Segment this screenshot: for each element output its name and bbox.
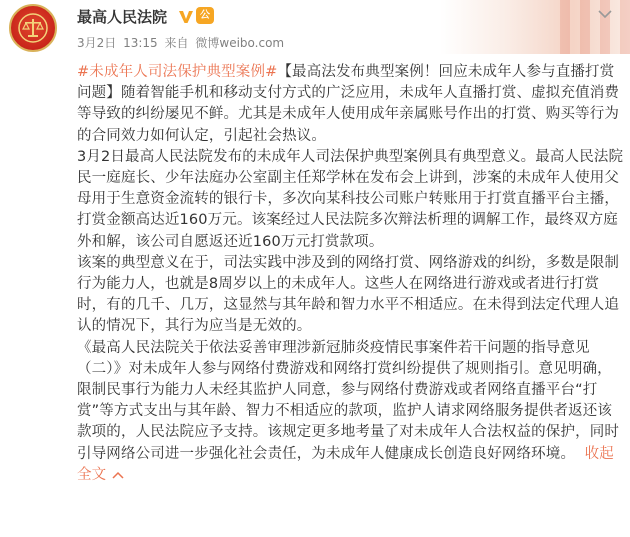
topic-link[interactable]: #未成年人司法保护典型案例# xyxy=(77,64,278,80)
post-content xyxy=(77,62,625,486)
avatar[interactable] xyxy=(9,4,57,52)
member-badge[interactable]: 公 xyxy=(196,7,214,24)
paragraph-1 xyxy=(77,62,625,147)
post-time[interactable]: 13:15 xyxy=(123,36,158,50)
source-prefix: 来自 xyxy=(164,36,189,50)
chevron-down-icon[interactable] xyxy=(596,8,614,20)
collapse-up-icon[interactable] xyxy=(112,471,124,479)
post-header xyxy=(0,0,630,64)
paragraph-1-text: 【最高法发布典型案例！回应未成年人参与直播打赏问题】随着智能手机和移动支付方式的广泛应用，未成年人直播打赏、虚拟充值消费等导致的纠纷屡见不鲜。尤其是未成年人使用成年亲属账号作出的打赏、购买等行为的合同效力如何认定，引起社会热议。 xyxy=(77,64,620,144)
paragraph-4 xyxy=(77,338,625,486)
court-emblem-icon xyxy=(17,12,49,44)
paragraph-2: 3月2日最高人民法院发布的未成年人司法保护典型案例具有典型意义。最高人民法院民一庭庭长、少年法庭办公室副主任郑学林在发布会上讲到，涉案的未成年人使用父母用于生意资金流转的银行卡，多次向某科技公司账户转账用于打赏直播平台主播，打赏金额高达近160万元。该案经过人民法院多次辩法析理的调解工作，最终双方庭外和解，该公司自愿返还近160万元打赏款项。 xyxy=(77,148,624,250)
post-meta xyxy=(77,34,287,51)
post-date[interactable]: 3月2日 xyxy=(77,36,117,50)
author-name[interactable]: 最高人民法院 xyxy=(77,8,168,26)
verified-icon[interactable] xyxy=(178,8,194,24)
paragraph-3: 该案的典型意义在于，司法实践中涉及到的网络打赏、网络游戏的纠纷，多数是限制行为能力人，也就是8周岁以上的未成年人。这些人在网络进行游戏或者进行打赏时，有的几千、几万，这显然与其年龄和智力水平不相适应。在未得到法定代理人追认的情况下，其行为应当是无效的。 xyxy=(77,254,620,335)
collapse-full-text-link[interactable]: 收起全文 xyxy=(77,445,614,483)
paragraph-4-text: 《最高人民法院关于依法妥善审理涉新冠肺炎疫情民事案件若干问题的指导意见（二）》对未成年人参与网络付费游戏和网络打赏纠纷提供了规则指引。意见明确，限制民事行为能力人未经其监护人同意，参与网络付费游戏或者网络直播平台“打赏”等方式支出与其年龄、智力不相适应的款项，监护人请求网络服务提供者返还该款项的，人民法院应予支持。该规定更多地考量了对未成年人合法权益的保护，同时引导网络公司进一步强化社会责任，为未成年人健康成长创造良好网络环境。 xyxy=(77,339,620,462)
post-source[interactable]: 微博weibo.com xyxy=(195,36,285,50)
